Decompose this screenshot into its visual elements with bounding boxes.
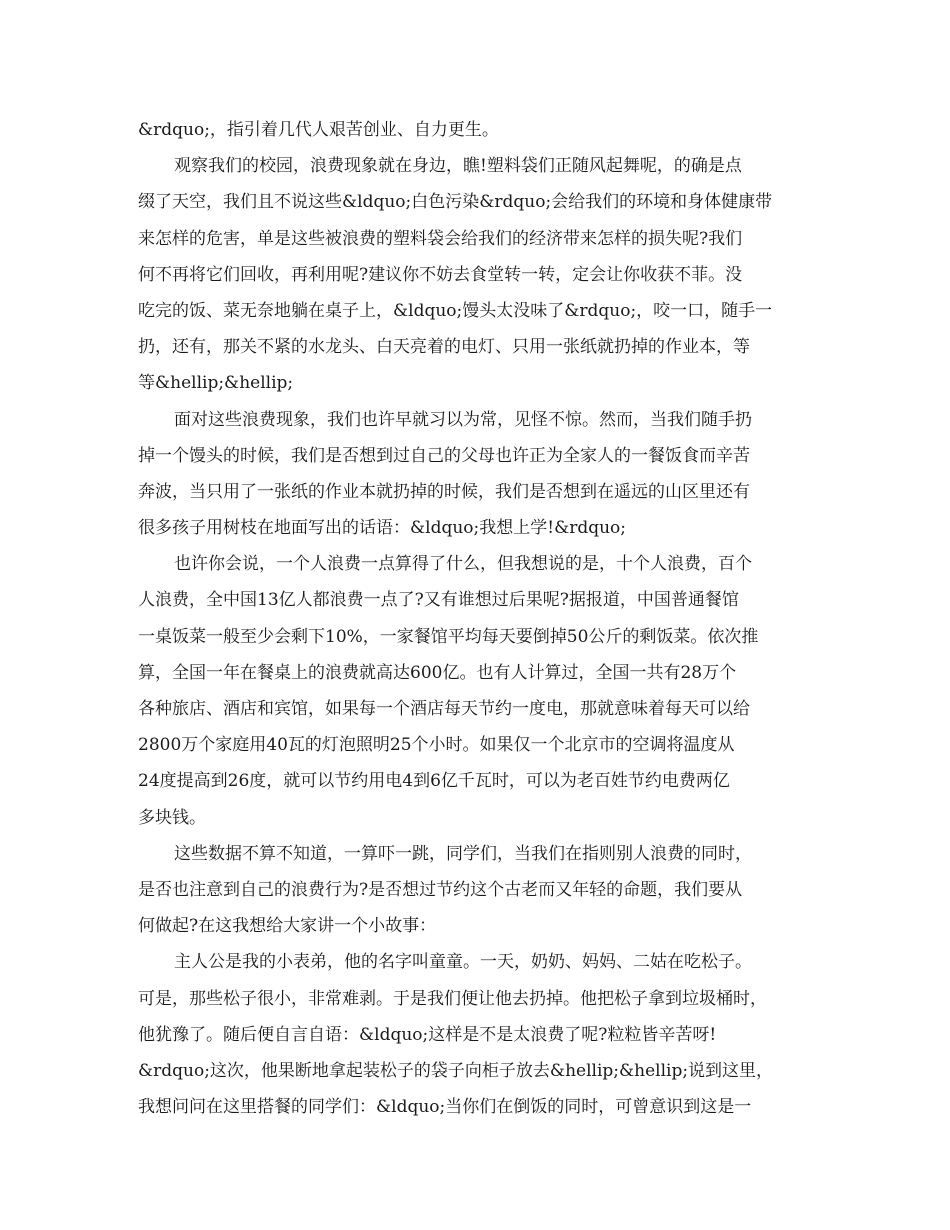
- text-line: 是否也注意到自己的浪费行为?是否想过节约这个古老而又年轻的命题，我们要从: [138, 879, 743, 900]
- text-line: 他犹豫了。随后便自言自语：&ldquo;这样是不是太浪费了呢?粒粒皆辛苦呀!: [138, 1024, 717, 1045]
- text-line: 缀了天空，我们且不说这些&ldquo;白色污染&rdquo;会给我们的环境和身体健康带: [138, 192, 773, 213]
- paragraph: [138, 148, 812, 401]
- text-line: 很多孩子用树枝在地面写出的话语：&ldquo;我想上学!&rdquo;: [138, 518, 627, 539]
- paragraph: [138, 944, 812, 1125]
- text-line: 2800万个家庭用40瓦的灯泡照明25个小时。如果仅一个北京市的空调将温度从: [138, 735, 735, 756]
- text-line: 24度提高到26度，就可以节约用电4到6亿千瓦时，可以为老百姓节约电费两亿: [138, 771, 730, 792]
- text-line: 也许你会说，一个人浪费一点算得了什么，但我想说的是，十个人浪费，百个: [174, 554, 752, 575]
- text-line: 吃完的饭、菜无奈地躺在桌子上，&ldquo;馒头太没味了&rdquo;，咬一口，随手一: [138, 300, 773, 321]
- text-line: 我想问问在这里搭餐的同学们：&ldquo;当你们在倒饭的同时，可曾意识到这是一: [138, 1097, 752, 1118]
- text-line: 扔，还有，那关不紧的水龙头、白天亮着的电灯、只用一张纸就扔掉的作业本，等: [138, 337, 750, 358]
- text-line: 一桌饭菜一般至少会剩下10%，一家餐馆平均每天要倒掉50公斤的剩饭菜。依次推: [138, 626, 759, 647]
- text-line: 可是，那些松子很小，非常难剥。于是我们便让他去扔掉。他把松子拿到垃圾桶时，: [138, 988, 767, 1009]
- text-line: 面对这些浪费现象，我们也许早就习以为常，见怪不惊。然而，当我们随手扔: [174, 409, 752, 430]
- text-line: 来怎样的危害，单是这些被浪费的塑料袋会给我们的经济带来怎样的损失呢?我们: [138, 228, 743, 249]
- text-line: 何做起?在这我想给大家讲一个小故事：: [138, 916, 437, 937]
- text-line: &rdquo;，指引着几代人艰苦创业、自力更生。: [138, 120, 499, 140]
- paragraph: [138, 836, 812, 945]
- text-line: 多块钱。: [138, 807, 206, 828]
- text-line: 掉一个馒头的时候，我们是否想到过自己的父母也许正为全家人的一餐饭食而辛苦: [138, 445, 750, 466]
- text-line: 等&hellip;&hellip;: [138, 373, 294, 394]
- text-line: 这些数据不算不知道，一算吓一跳，同学们，当我们在指则别人浪费的同时，: [174, 843, 752, 864]
- text-line: 算，全国一年在餐桌上的浪费就高达600亿。也有人计算过，全国一共有28万个: [138, 662, 737, 683]
- text-line: 人浪费，全中国13亿人都浪费一点了?又有谁想过后果呢?据报道，中国普通餐馆: [138, 590, 739, 611]
- text-line: 奔波，当只用了一张纸的作业本就扔掉的时候，我们是否想到在遥远的山区里还有: [138, 481, 750, 502]
- text-line: &rdquo;这次，他果断地拿起装松子的袋子向柜子放去&hellip;&hellip;说到这里，: [138, 1060, 774, 1081]
- paragraph: [138, 402, 812, 547]
- paragraph: [138, 546, 812, 836]
- document-page: [138, 112, 812, 1125]
- text-line: 主人公是我的小表弟，他的名字叫童童。一天，奶奶、妈妈、二姑在吃松子。: [174, 952, 752, 973]
- text-line: 何不再将它们回收，再利用呢?建议你不妨去食堂转一转，定会让你收获不菲。没: [138, 264, 743, 285]
- text-line: 各种旅店、酒店和宾馆，如果每一个酒店每天节约一度电，那就意味着每天可以给: [138, 699, 750, 719]
- paragraph: [138, 112, 812, 148]
- text-line: 观察我们的校园，浪费现象就在身边，瞧!塑料袋们正随风起舞呢，的确是点: [174, 156, 742, 177]
